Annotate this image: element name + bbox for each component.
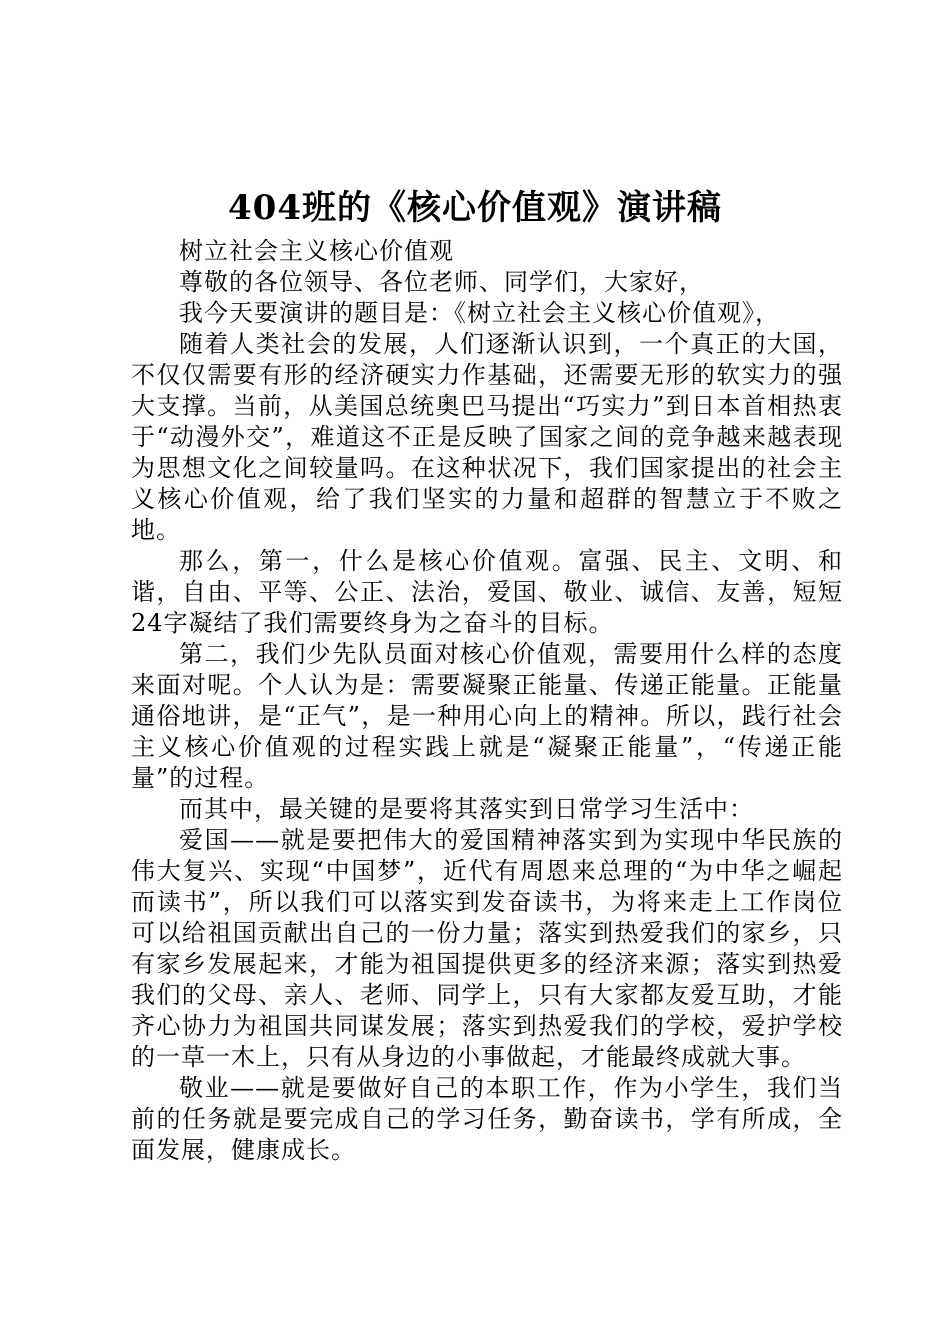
paragraph-first: 那么，第一，什么是核心价值观。富强、民主、文明、和谐，自由、平等、公正、法治，爱国、敬业、诚信、友善，短短24字凝结了我们需要终身为之奋斗的目标。 [131, 547, 843, 637]
document-title: 404班的《核心价值观》演讲稿 [228, 188, 722, 228]
paragraph-intro: 随着人类社会的发展，人们逐渐认识到，一个真正的大国，不仅仅需要有形的经济硬实力作基础，还需要无形的软实力的强大支撑。当前，从美国总统奥巴马提出“巧实力”到日本首相热衷于“动漫外交”，难道这不正是反映了国家之间的竞争越来越表现为思想文化之间较量吗。在这种状况下，我们国家提出的社会主义核心价值观，给了我们坚实的力量和超群的智慧立于不败之地。 [131, 330, 843, 544]
paragraph-dedication: 敬业——就是要做好自己的本职工作，作为小学生，我们当前的任务就是要完成自己的学习任务，勤奋读书，学有所成，全面发展，健康成长。 [131, 1074, 843, 1164]
paragraph-patriotism: 爱国——就是要把伟大的爱国精神落实到为实现中华民族的伟大复兴、实现“中国梦”，近代有周恩来总理的“为中华之崛起而读书”，所以我们可以落实到发奋读书，为将来走上工作岗位可以给祖国贡献出自己的一份力量；落实到热爱我们的家乡，只有家乡发展起来，才能为祖国提供更多的经济来源；落实到热爱我们的父母、亲人、老师、同学上，只有大家都友爱互助，才能齐心协力为祖国共同谋发展；落实到热爱我们的学校，爱护学校的一草一木上，只有从身边的小事做起，才能最终成就大事。 [131, 826, 843, 1071]
paragraph-topic: 我今天要演讲的题目是：《树立社会主义核心价值观》， [179, 299, 780, 327]
paragraph-greeting: 尊敬的各位领导、各位老师、同学们，大家好， [179, 268, 704, 296]
paragraph-key-point: 而其中，最关键的是要将其落实到日常学习生活中： [179, 795, 754, 823]
document-body [131, 236, 843, 1166]
paragraph-heading: 树立社会主义核心价值观 [179, 237, 454, 265]
paragraph-second: 第二，我们少先队员面对核心价值观，需要用什么样的态度来面对呢。个人认为是：需要凝聚正能量、传递正能量。正能量通俗地讲，是“正气”，是一种用心向上的精神。所以，践行社会主义核心价值观的过程实践上就是“凝聚正能量”，“传递正能量”的过程。 [131, 640, 843, 792]
